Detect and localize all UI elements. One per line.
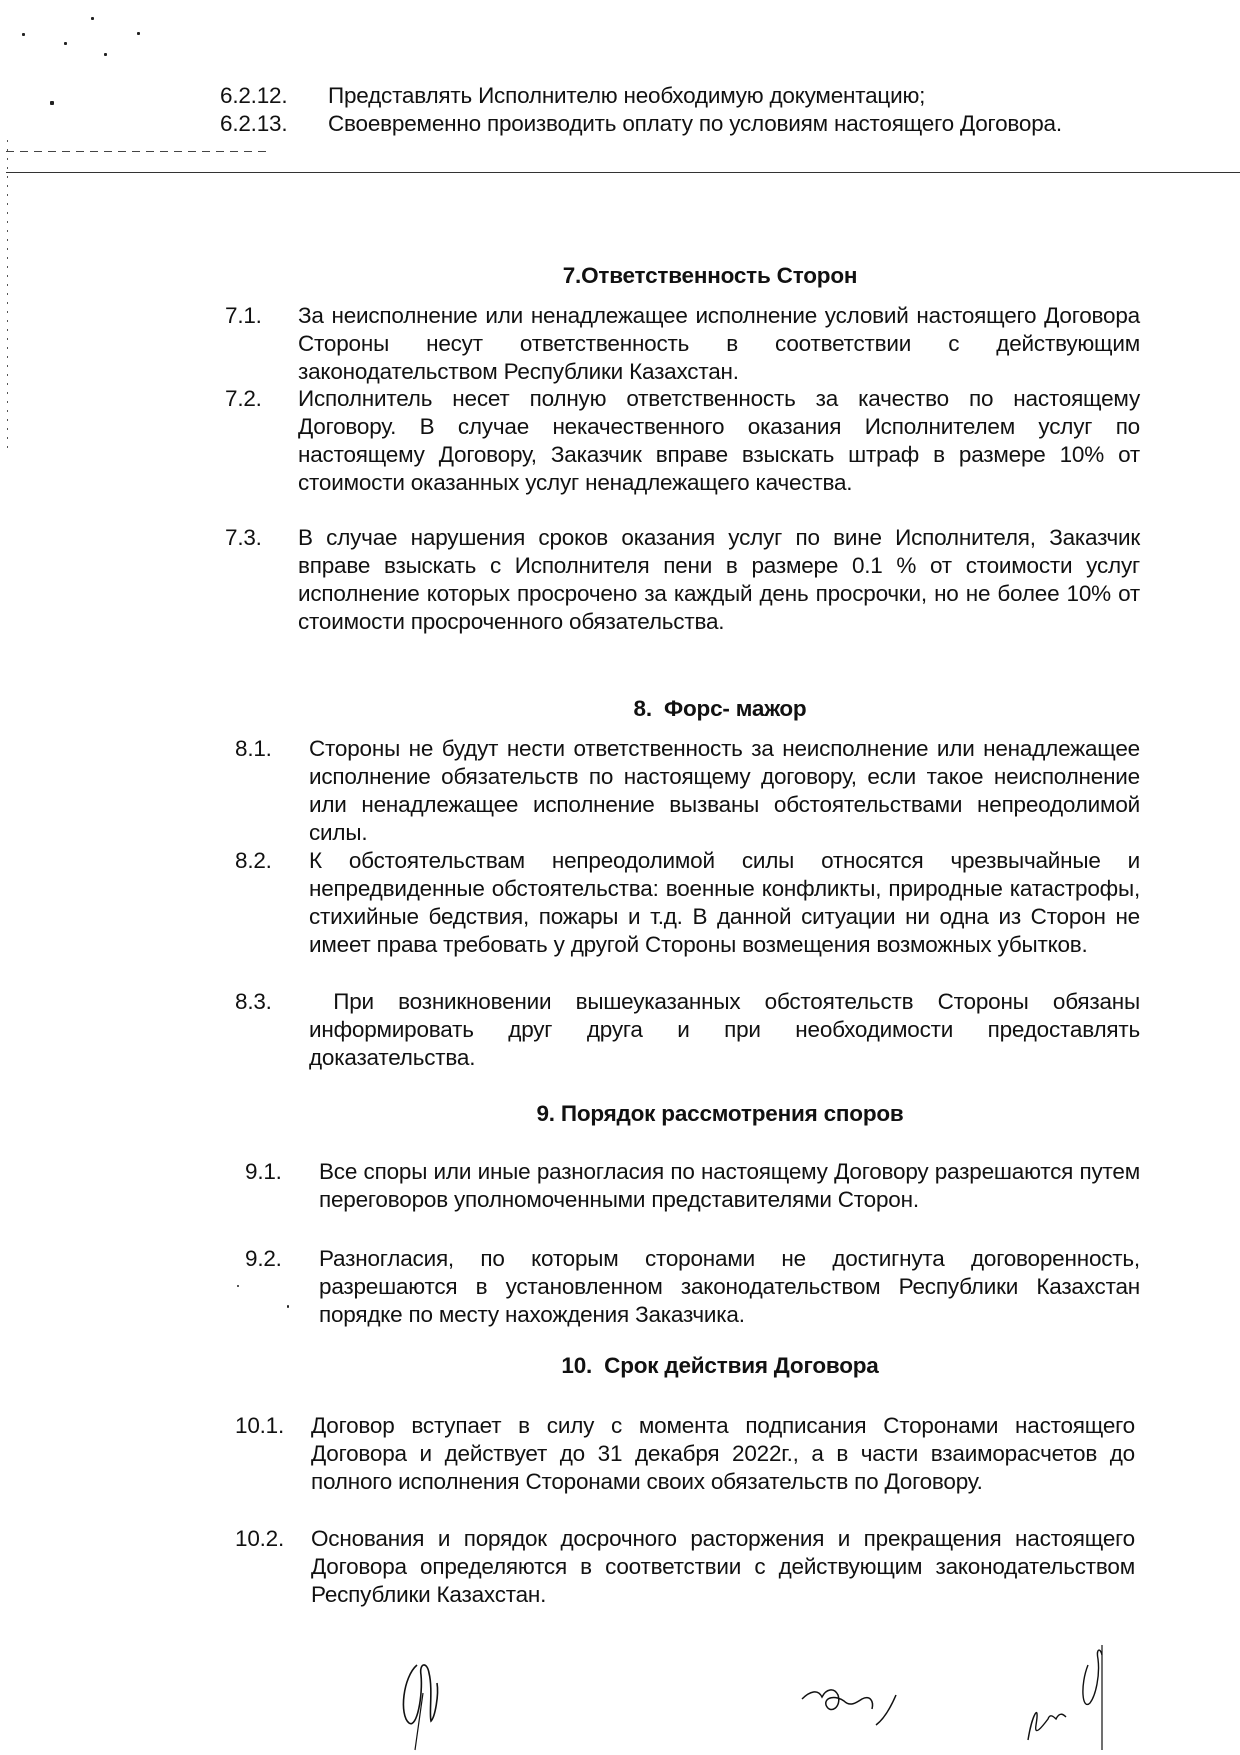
page-divider bbox=[6, 172, 1240, 173]
clause-text: Все споры или иные разногласия по настоящему Договору разрешаются путем переговоров уполномоченными представителями Сторон. bbox=[319, 1159, 1140, 1212]
clause-number: 7.3. bbox=[225, 525, 262, 550]
clause-number: 9.1. bbox=[245, 1159, 282, 1184]
clause-number: 10.1. bbox=[235, 1413, 285, 1438]
signature-right-1 bbox=[800, 1685, 910, 1740]
section-heading-8: 8. Форс- мажор bbox=[633, 696, 807, 721]
clause-text: Основания и порядок досрочного расторжения и прекращения настоящего Договора определяются в соответствии с действующим законодательством Республики Казахстан. bbox=[311, 1526, 1135, 1607]
clause-text: Своевременно производить оплату по условиям настоящего Договора. bbox=[328, 111, 1062, 136]
scan-artifact bbox=[104, 53, 107, 56]
clause-text: Стороны не будут нести ответственность за неисполнение или ненадлежащее исполнение обязательств по настоящему договору, если такое неисполнение или ненадлежащее исполнение вызваны обстоятельствами непреодолимой силы. bbox=[309, 736, 1140, 845]
section-heading-7: 7.Ответственность Сторон bbox=[562, 263, 858, 288]
clause-number: 10.2. bbox=[235, 1526, 285, 1551]
handwritten-signature-icon bbox=[1020, 1645, 1140, 1750]
clause-number: 6.2.12. bbox=[220, 83, 288, 108]
scan-artifact bbox=[22, 33, 25, 36]
clause-number: 8.2. bbox=[235, 848, 272, 873]
clause-text: При возникновении вышеуказанных обстоятельств Стороны обязаны информировать друг друга и при необходимости предоставлять доказательства. bbox=[309, 989, 1147, 1070]
section-heading-9: 9. Порядок рассмотрения споров bbox=[536, 1101, 904, 1126]
clause-number: 9.2. bbox=[245, 1246, 282, 1271]
clause-text: За неисполнение или ненадлежащее исполнение условий настоящего Договора Стороны несут ответственность в соответствии с действующим законодательством Республики Казахстан. bbox=[298, 303, 1140, 384]
clause-text: Исполнитель несет полную ответственность за качество по настоящему Договору. В случае некачественного оказания Исполнителем услуг по настоящему Договору, Заказчик вправе взыскать штраф в размере 10% от стоимости оказанных услуг ненадлежащего качества. bbox=[298, 386, 1140, 495]
clause-number: 7.2. bbox=[225, 386, 262, 411]
handwritten-signature-icon bbox=[800, 1685, 910, 1735]
clause-number: 8.1. bbox=[235, 736, 272, 761]
scan-artifact bbox=[287, 1305, 289, 1308]
clause-text: К обстоятельствам непреодолимой силы относятся чрезвычайные и непредвиденные обстоятельства: военные конфликты, природные катастрофы, стихийные бедствия, пожары и т.д. В данной ситуации ни одна из Сторон не имеет права требовать у другой Стороны возмещения возможных убытков. bbox=[309, 848, 1140, 957]
section-heading-10: 10. Срок действия Договора bbox=[561, 1353, 879, 1378]
scan-artifact bbox=[91, 17, 94, 20]
clause-text: Разногласия, по которым сторонами не достигнута договоренность, разрешаются в установленном законодательством Республики Казахстан порядке по месту нахождения Заказчика. bbox=[319, 1246, 1140, 1327]
scan-artifact bbox=[237, 1285, 239, 1287]
handwritten-signature-icon bbox=[395, 1655, 455, 1750]
clause-number: 6.2.13. bbox=[220, 111, 288, 136]
scan-artifact bbox=[137, 32, 140, 35]
clause-text: В случае нарушения сроков оказания услуг по вине Исполнителя, Заказчик вправе взыскать с Исполнителя пени в размере 0.1 % от стоимости услуг исполнение которых просрочено за каждый день просрочки, но не более 10% от стоимости просроченного обязательства. bbox=[298, 525, 1140, 634]
signature-left bbox=[395, 1655, 455, 1755]
clause-text: Договор вступает в силу с момента подписания Сторонами настоящего Договора и действует до 31 декабря 2022г., а в части взаиморасчетов до полного исполнения Сторонами своих обязательств по Договору. bbox=[311, 1413, 1135, 1494]
signature-right-2 bbox=[1020, 1645, 1140, 1755]
clause-number: 8.3. bbox=[235, 989, 272, 1014]
scan-artifact bbox=[64, 42, 67, 45]
scan-line bbox=[6, 151, 266, 152]
scan-edge bbox=[7, 140, 8, 450]
scan-artifact bbox=[50, 101, 54, 105]
clause-number: 7.1. bbox=[225, 303, 262, 328]
clause-text: Представлять Исполнителю необходимую документацию; bbox=[328, 83, 926, 108]
